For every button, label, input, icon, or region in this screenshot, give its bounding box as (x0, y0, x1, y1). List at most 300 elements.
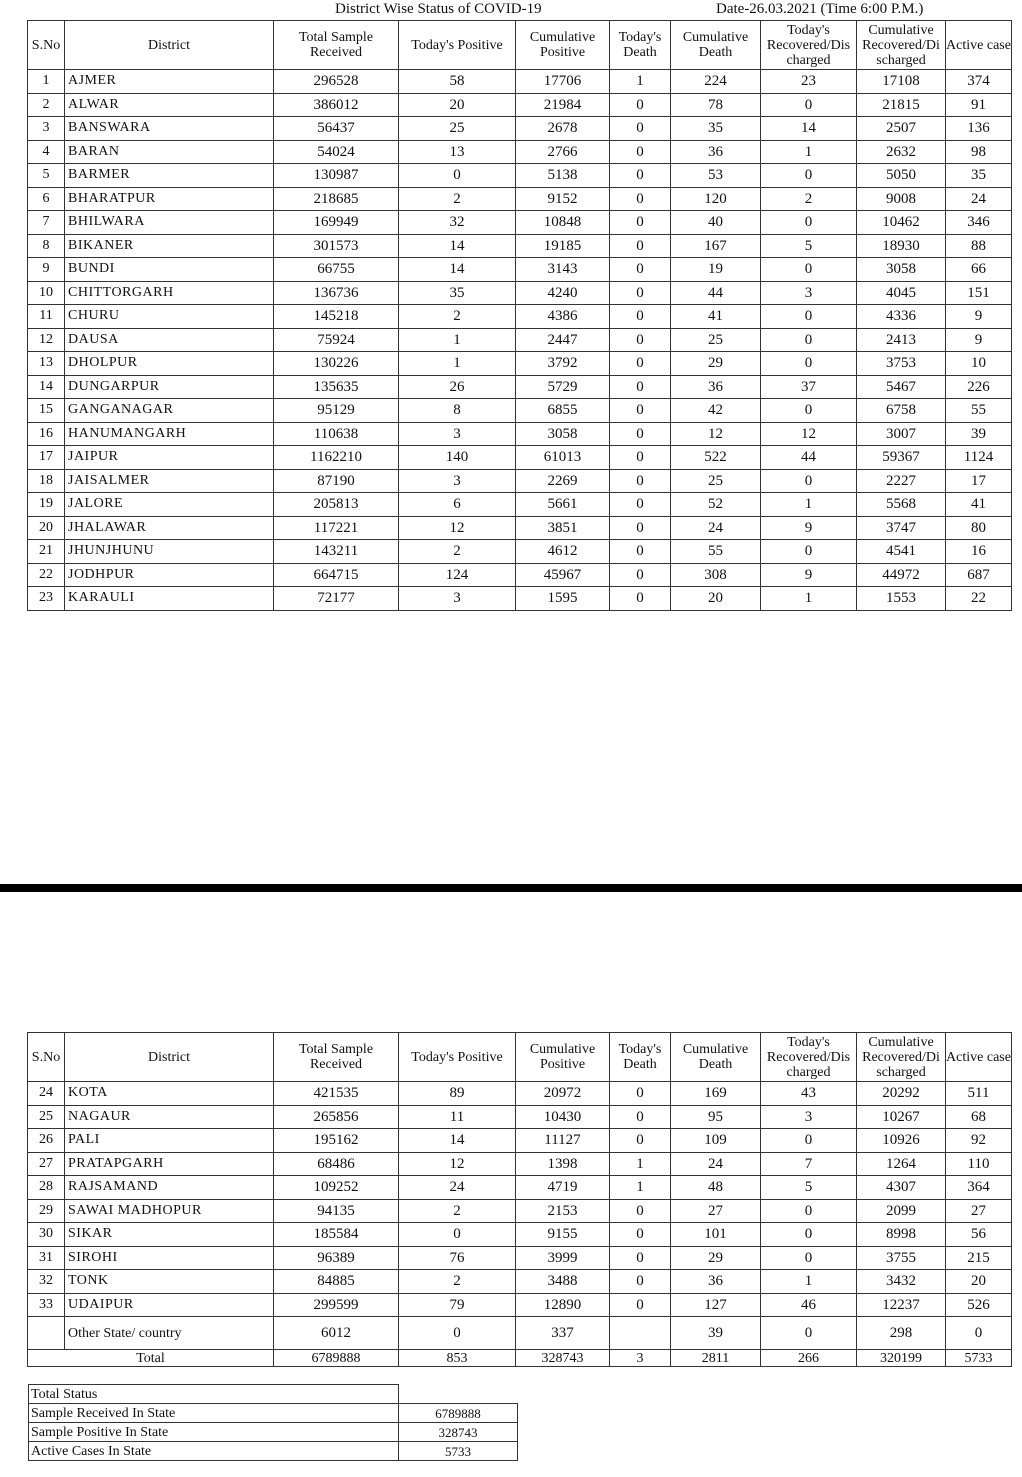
cell-cumulative-death: 109 (671, 1129, 761, 1153)
cell-district: CHITTORGARH (65, 281, 274, 305)
cell-district: CHURU (65, 305, 274, 329)
cell-sno: 17 (28, 446, 65, 470)
summary-row (29, 1423, 518, 1442)
cell-total-sample: 110638 (274, 422, 399, 446)
cell-cumulative-recovered: 2632 (857, 140, 946, 164)
table-body-part2 (28, 1082, 1012, 1367)
cell-sno: 2 (28, 93, 65, 117)
cell-district: DHOLPUR (65, 352, 274, 376)
cell-todays-recovered: 0 (761, 258, 857, 282)
cell-todays-positive: 140 (399, 446, 516, 470)
cell-todays-positive: 2 (399, 1270, 516, 1294)
cell-cumulative-positive: 5661 (516, 493, 610, 517)
cell-sno: 30 (28, 1223, 65, 1247)
cell-cumulative-recovered: 6758 (857, 399, 946, 423)
cell-todays-death: 0 (610, 516, 671, 540)
cell-total-sample: 386012 (274, 93, 399, 117)
cell-cumulative-death: 48 (671, 1176, 761, 1200)
cell-total-sample: 54024 (274, 140, 399, 164)
cell-todays-recovered: 1 (761, 587, 857, 611)
cell-todays-recovered: 0 (761, 1129, 857, 1153)
cell-district: JHUNJHUNU (65, 540, 274, 564)
header-total-sample: Total Sample Received (274, 1033, 399, 1082)
cell-active-case: 151 (946, 281, 1012, 305)
table-row (28, 258, 1012, 282)
cell-cumulative-positive: 1398 (516, 1152, 610, 1176)
cell-cumulative-death: 12 (671, 422, 761, 446)
table-row (28, 563, 1012, 587)
cell-cumulative-death: 39 (671, 1317, 761, 1350)
cell-district: SIKAR (65, 1223, 274, 1247)
cell-todays-death: 0 (610, 422, 671, 446)
cell-todays-positive: 24 (399, 1176, 516, 1200)
table-row (28, 70, 1012, 94)
cell-todays-death: 0 (610, 281, 671, 305)
cell-district: BIKANER (65, 234, 274, 258)
cell-district: PALI (65, 1129, 274, 1153)
table-row (28, 1082, 1012, 1106)
cell-active-case: 346 (946, 211, 1012, 235)
cell-cumulative-positive: 12890 (516, 1293, 610, 1317)
cell-district: JAISALMER (65, 469, 274, 493)
cell-cumulative-positive: 337 (516, 1317, 610, 1350)
cell-sno: 8 (28, 234, 65, 258)
cell-total-sample: 145218 (274, 305, 399, 329)
cell-total-sample: 117221 (274, 516, 399, 540)
cell-total-sample: 1162210 (274, 446, 399, 470)
cell-todays-recovered: 0 (761, 1317, 857, 1350)
cell-sno: 4 (28, 140, 65, 164)
cell-cumulative-death: 36 (671, 140, 761, 164)
cell-todays-recovered: 1 (761, 1270, 857, 1294)
table-row (28, 234, 1012, 258)
cell-cumulative-death: 29 (671, 1246, 761, 1270)
cell-sno: 5 (28, 164, 65, 188)
table-row (28, 587, 1012, 611)
cell-todays-positive: 2 (399, 540, 516, 564)
cell-active-case: 56 (946, 1223, 1012, 1247)
cell-cumulative-positive: 20972 (516, 1082, 610, 1106)
cell-cumulative-recovered: 21815 (857, 93, 946, 117)
summary-value: 328743 (399, 1423, 518, 1442)
cell-sno: 31 (28, 1246, 65, 1270)
cell-todays-death: 0 (610, 399, 671, 423)
cell-total-sample: 195162 (274, 1129, 399, 1153)
cell-todays-recovered: 0 (761, 540, 857, 564)
cell-todays-recovered: 12 (761, 422, 857, 446)
cell-sno: 15 (28, 399, 65, 423)
cell-todays-recovered: 3 (761, 1105, 857, 1129)
cell-todays-positive: 79 (399, 1293, 516, 1317)
cell-district: PRATAPGARH (65, 1152, 274, 1176)
district-status-table-part1 (27, 20, 1012, 611)
cell-active-case: 0 (946, 1317, 1012, 1350)
cell-cumulative-positive: 2678 (516, 117, 610, 141)
cell-active-case: 39 (946, 422, 1012, 446)
cell-active-case: 511 (946, 1082, 1012, 1106)
cell-cumulative-positive: 61013 (516, 446, 610, 470)
cell-todays-death: 1 (610, 1152, 671, 1176)
table-row (28, 516, 1012, 540)
cell-todays-recovered: 9 (761, 516, 857, 540)
cell-cumulative-positive: 10848 (516, 211, 610, 235)
cell-todays-positive: 13 (399, 140, 516, 164)
cell-active-case: 92 (946, 1129, 1012, 1153)
cell-cumulative-positive: 4240 (516, 281, 610, 305)
header-cumulative-positive: Cumulative Positive (516, 21, 610, 70)
cell-todays-recovered: 1 (761, 140, 857, 164)
cell-todays-death: 0 (610, 563, 671, 587)
cell-cumulative-positive: 4612 (516, 540, 610, 564)
cell-total-sample: 265856 (274, 1105, 399, 1129)
cell-cumulative-recovered: 3432 (857, 1270, 946, 1294)
cell-todays-positive: 3 (399, 469, 516, 493)
cell-sno: 9 (28, 258, 65, 282)
cell-todays-positive: 20 (399, 93, 516, 117)
cell-cumulative-positive: 5138 (516, 164, 610, 188)
cell-active-case: 41 (946, 493, 1012, 517)
cell-todays-positive: 26 (399, 375, 516, 399)
cell-sno (28, 1317, 65, 1350)
cell-cumulative-positive: 2153 (516, 1199, 610, 1223)
cell-cumulative-death: 24 (671, 1152, 761, 1176)
cell-total-sample: 185584 (274, 1223, 399, 1247)
cell-cumulative-death: 127 (671, 1293, 761, 1317)
cell-cumulative-death: 224 (671, 70, 761, 94)
cell-district: KARAULI (65, 587, 274, 611)
cell-district: BHILWARA (65, 211, 274, 235)
cell-todays-recovered: 5 (761, 1176, 857, 1200)
cell-todays-positive: 8 (399, 399, 516, 423)
cell-total-sample: 72177 (274, 587, 399, 611)
cell-todays-death: 0 (610, 1270, 671, 1294)
cell-todays-recovered: 0 (761, 1246, 857, 1270)
cell-sno: 18 (28, 469, 65, 493)
table-row (28, 1129, 1012, 1153)
header-sno: S.No (28, 21, 65, 70)
cell-todays-death: 0 (610, 140, 671, 164)
cell-sno: 3 (28, 117, 65, 141)
cell-sno: 28 (28, 1176, 65, 1200)
cell-todays-positive: 1 (399, 352, 516, 376)
cell-todays-death: 0 (610, 1082, 671, 1106)
table-row (28, 164, 1012, 188)
cell-active-case: 9 (946, 328, 1012, 352)
cell-todays-recovered: 0 (761, 352, 857, 376)
cell-active-case: 110 (946, 1152, 1012, 1176)
cell-cumulative-death: 169 (671, 1082, 761, 1106)
table-row-total (28, 1350, 1012, 1367)
header-cumulative-recovered: Cumulative Recovered/Di scharged (857, 1033, 946, 1082)
cell-active-case: 80 (946, 516, 1012, 540)
cell-sno: 24 (28, 1082, 65, 1106)
cell-active-case: 66 (946, 258, 1012, 282)
summary-row (29, 1404, 518, 1423)
cell-cumulative-positive: 4719 (516, 1176, 610, 1200)
cell-active-case: 364 (946, 1176, 1012, 1200)
cell-todays-recovered: 0 (761, 305, 857, 329)
cell-todays-recovered: 46 (761, 1293, 857, 1317)
header-active-case: Active case (946, 21, 1012, 70)
cell-cumulative-death: 41 (671, 305, 761, 329)
total-cumulative-positive: 328743 (516, 1350, 610, 1367)
cell-todays-death: 1 (610, 70, 671, 94)
cell-cumulative-death: 53 (671, 164, 761, 188)
table-row (28, 1176, 1012, 1200)
report-date: Date-26.03.2021 (Time 6:00 P.M.) (716, 1, 924, 17)
cell-cumulative-death: 44 (671, 281, 761, 305)
cell-cumulative-positive: 2447 (516, 328, 610, 352)
header-todays-death: Today's Death (610, 21, 671, 70)
header-active-case: Active case (946, 1033, 1012, 1082)
cell-cumulative-recovered: 3007 (857, 422, 946, 446)
cell-active-case: 35 (946, 164, 1012, 188)
cell-district: AJMER (65, 70, 274, 94)
cell-cumulative-death: 25 (671, 328, 761, 352)
summary-label: Active Cases In State (29, 1442, 399, 1461)
cell-todays-death: 0 (610, 1293, 671, 1317)
cell-total-sample: 75924 (274, 328, 399, 352)
cell-todays-positive: 6 (399, 493, 516, 517)
cell-cumulative-positive: 45967 (516, 563, 610, 587)
cell-cumulative-positive: 4386 (516, 305, 610, 329)
table-row (28, 1223, 1012, 1247)
cell-active-case: 9 (946, 305, 1012, 329)
cell-cumulative-recovered: 10462 (857, 211, 946, 235)
cell-todays-death: 0 (610, 446, 671, 470)
cell-cumulative-positive: 19185 (516, 234, 610, 258)
cell-todays-death: 0 (610, 469, 671, 493)
cell-active-case: 1124 (946, 446, 1012, 470)
cell-total-sample: 301573 (274, 234, 399, 258)
cell-todays-death: 0 (610, 352, 671, 376)
page-divider (0, 884, 1022, 892)
cell-todays-recovered: 0 (761, 399, 857, 423)
cell-todays-recovered: 9 (761, 563, 857, 587)
cell-total-sample: 205813 (274, 493, 399, 517)
total-todays-positive: 853 (399, 1350, 516, 1367)
cell-total-sample: 130987 (274, 164, 399, 188)
table-row-other-state (28, 1317, 1012, 1350)
cell-todays-positive: 12 (399, 1152, 516, 1176)
cell-total-sample: 66755 (274, 258, 399, 282)
cell-cumulative-death: 95 (671, 1105, 761, 1129)
table-row (28, 305, 1012, 329)
cell-sno: 7 (28, 211, 65, 235)
summary-label: Sample Positive In State (29, 1423, 399, 1442)
cell-todays-death: 0 (610, 187, 671, 211)
cell-cumulative-recovered: 1264 (857, 1152, 946, 1176)
table-row (28, 1246, 1012, 1270)
table-row (28, 1293, 1012, 1317)
cell-cumulative-positive: 11127 (516, 1129, 610, 1153)
cell-todays-recovered: 23 (761, 70, 857, 94)
cell-district: ALWAR (65, 93, 274, 117)
table-row (28, 1105, 1012, 1129)
cell-total-sample: 135635 (274, 375, 399, 399)
page-title (0, 1, 1022, 19)
table-row (28, 469, 1012, 493)
table-body-part1 (28, 70, 1012, 611)
cell-total-sample: 94135 (274, 1199, 399, 1223)
total-cumulative-recovered: 320199 (857, 1350, 946, 1367)
table-row (28, 140, 1012, 164)
cell-district: HANUMANGARH (65, 422, 274, 446)
summary-row (29, 1442, 518, 1461)
cell-todays-positive: 35 (399, 281, 516, 305)
cell-cumulative-positive: 5729 (516, 375, 610, 399)
cell-cumulative-recovered: 2227 (857, 469, 946, 493)
cell-todays-death: 0 (610, 305, 671, 329)
cell-todays-recovered: 0 (761, 1223, 857, 1247)
cell-todays-recovered: 0 (761, 164, 857, 188)
cell-todays-positive: 58 (399, 70, 516, 94)
total-label: Total (28, 1350, 274, 1367)
cell-todays-death: 0 (610, 258, 671, 282)
cell-district: JHALAWAR (65, 516, 274, 540)
cell-todays-death: 0 (610, 1105, 671, 1129)
summary-value: 5733 (399, 1442, 518, 1461)
cell-cumulative-positive: 3488 (516, 1270, 610, 1294)
cell-sno: 1 (28, 70, 65, 94)
cell-active-case: 24 (946, 187, 1012, 211)
cell-todays-death: 0 (610, 328, 671, 352)
cell-district: GANGANAGAR (65, 399, 274, 423)
cell-todays-positive: 76 (399, 1246, 516, 1270)
total-cumulative-death: 2811 (671, 1350, 761, 1367)
cell-cumulative-death: 522 (671, 446, 761, 470)
cell-todays-recovered: 44 (761, 446, 857, 470)
cell-total-sample: 87190 (274, 469, 399, 493)
cell-district: UDAIPUR (65, 1293, 274, 1317)
cell-sno: 27 (28, 1152, 65, 1176)
total-status-summary (28, 1384, 518, 1461)
cell-active-case: 27 (946, 1199, 1012, 1223)
cell-cumulative-death: 167 (671, 234, 761, 258)
cell-active-case: 55 (946, 399, 1012, 423)
cell-cumulative-recovered: 59367 (857, 446, 946, 470)
cell-district: NAGAUR (65, 1105, 274, 1129)
district-status-table-part2 (27, 1032, 1012, 1367)
cell-total-sample: 6012 (274, 1317, 399, 1350)
cell-cumulative-recovered: 2099 (857, 1199, 946, 1223)
cell-sno: 29 (28, 1199, 65, 1223)
cell-todays-recovered: 37 (761, 375, 857, 399)
cell-todays-positive: 2 (399, 187, 516, 211)
cell-district: Other State/ country (65, 1317, 274, 1350)
cell-todays-positive: 32 (399, 211, 516, 235)
cell-todays-positive: 2 (399, 305, 516, 329)
table-row (28, 211, 1012, 235)
cell-cumulative-recovered: 5467 (857, 375, 946, 399)
cell-todays-death: 0 (610, 587, 671, 611)
cell-cumulative-positive: 9152 (516, 187, 610, 211)
cell-cumulative-death: 19 (671, 258, 761, 282)
cell-cumulative-death: 27 (671, 1199, 761, 1223)
cell-cumulative-death: 25 (671, 469, 761, 493)
cell-cumulative-recovered: 44972 (857, 563, 946, 587)
table-row (28, 540, 1012, 564)
cell-cumulative-death: 20 (671, 587, 761, 611)
cell-total-sample: 109252 (274, 1176, 399, 1200)
cell-cumulative-recovered: 18930 (857, 234, 946, 258)
cell-sno: 33 (28, 1293, 65, 1317)
cell-todays-positive: 14 (399, 258, 516, 282)
cell-todays-positive: 0 (399, 1317, 516, 1350)
cell-active-case: 68 (946, 1105, 1012, 1129)
table-row (28, 399, 1012, 423)
cell-todays-death: 0 (610, 1199, 671, 1223)
header-todays-death: Today's Death (610, 1033, 671, 1082)
cell-todays-recovered: 14 (761, 117, 857, 141)
cell-active-case: 98 (946, 140, 1012, 164)
table-row (28, 1199, 1012, 1223)
cell-district: BANSWARA (65, 117, 274, 141)
cell-active-case: 17 (946, 469, 1012, 493)
cell-cumulative-positive: 1595 (516, 587, 610, 611)
cell-cumulative-recovered: 5050 (857, 164, 946, 188)
total-todays-recovered: 266 (761, 1350, 857, 1367)
cell-todays-death: 0 (610, 164, 671, 188)
cell-sno: 10 (28, 281, 65, 305)
cell-district: SIROHI (65, 1246, 274, 1270)
cell-total-sample: 56437 (274, 117, 399, 141)
cell-district: JODHPUR (65, 563, 274, 587)
cell-sno: 23 (28, 587, 65, 611)
header-cumulative-positive: Cumulative Positive (516, 1033, 610, 1082)
table-row (28, 1152, 1012, 1176)
cell-todays-positive: 14 (399, 1129, 516, 1153)
cell-cumulative-recovered: 2413 (857, 328, 946, 352)
cell-cumulative-positive: 3058 (516, 422, 610, 446)
total-total-sample: 6789888 (274, 1350, 399, 1367)
cell-todays-death (610, 1317, 671, 1350)
table-row (28, 422, 1012, 446)
cell-total-sample: 136736 (274, 281, 399, 305)
cell-todays-recovered: 0 (761, 211, 857, 235)
cell-cumulative-recovered: 12237 (857, 1293, 946, 1317)
header-cumulative-death: Cumulative Death (671, 1033, 761, 1082)
cell-todays-recovered: 43 (761, 1082, 857, 1106)
cell-active-case: 20 (946, 1270, 1012, 1294)
cell-district: KOTA (65, 1082, 274, 1106)
cell-todays-recovered: 2 (761, 187, 857, 211)
cell-cumulative-positive: 3851 (516, 516, 610, 540)
cell-district: DUNGARPUR (65, 375, 274, 399)
cell-todays-death: 0 (610, 540, 671, 564)
cell-active-case: 16 (946, 540, 1012, 564)
cell-active-case: 215 (946, 1246, 1012, 1270)
table-row (28, 493, 1012, 517)
cell-cumulative-recovered: 4307 (857, 1176, 946, 1200)
cell-cumulative-death: 29 (671, 352, 761, 376)
cell-sno: 22 (28, 563, 65, 587)
cell-todays-recovered: 0 (761, 93, 857, 117)
cell-todays-recovered: 0 (761, 1199, 857, 1223)
table-row (28, 446, 1012, 470)
cell-todays-recovered: 0 (761, 328, 857, 352)
table-row (28, 375, 1012, 399)
cell-cumulative-recovered: 4045 (857, 281, 946, 305)
cell-sno: 32 (28, 1270, 65, 1294)
cell-district: BARAN (65, 140, 274, 164)
cell-cumulative-death: 308 (671, 563, 761, 587)
cell-cumulative-recovered: 298 (857, 1317, 946, 1350)
cell-todays-positive: 11 (399, 1105, 516, 1129)
cell-cumulative-positive: 2766 (516, 140, 610, 164)
summary-value: 6789888 (399, 1404, 518, 1423)
summary-heading: Total Status (29, 1385, 399, 1404)
